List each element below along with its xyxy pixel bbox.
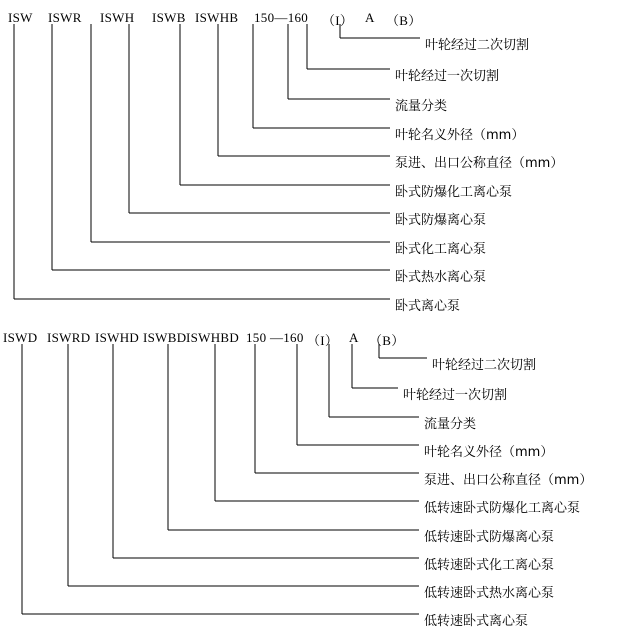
code-label-isw-2: ISWH [100, 10, 135, 25]
description-isw-4: 泵进、出口公称直径（mm） [395, 156, 564, 171]
code-label-isw-0: ISW [8, 10, 33, 25]
description-isw-3: 叶轮名义外径（mm） [395, 128, 525, 143]
description-isw-9: 卧式离心泵 [395, 299, 461, 314]
description-isw-5: 卧式防爆化工离心泵 [395, 185, 513, 200]
leader-lines-group-iswd [22, 344, 427, 614]
description-isw-7: 卧式化工离心泵 [395, 242, 487, 257]
description-iswd-4: 泵进、出口公称直径（mm） [424, 473, 593, 488]
description-iswd-1: 叶轮经过一次切割 [403, 388, 508, 403]
leader-lines-group-isw [14, 24, 420, 299]
description-iswd-2: 流量分类 [424, 417, 477, 432]
code-label-iswd-2: ISWHD [95, 330, 140, 345]
description-iswd-5: 低转速卧式防爆化工离心泵 [424, 501, 581, 516]
code-label-iswd-8: （B） [369, 333, 405, 348]
code-label-isw-7: A [365, 10, 375, 25]
code-label-isw-6: （I） [322, 13, 354, 28]
code-label-iswd-1: ISWRD [47, 330, 91, 345]
description-iswd-6: 低转速卧式防爆离心泵 [424, 530, 555, 545]
description-isw-6: 卧式防爆离心泵 [395, 213, 487, 228]
code-label-isw-8: （B） [386, 13, 422, 28]
code-label-isw-5: 150—160 [254, 10, 309, 25]
code-label-iswd-0: ISWD [3, 330, 38, 345]
code-label-iswd-4: ISWHBD [186, 330, 240, 345]
code-label-isw-4: ISWHB [195, 10, 239, 25]
code-label-iswd-5: 150 —160 [246, 330, 304, 345]
description-isw-0: 叶轮经过二次切割 [425, 38, 530, 53]
description-isw-1: 叶轮经过一次切割 [395, 69, 500, 84]
description-isw-2: 流量分类 [395, 99, 448, 114]
description-iswd-7: 低转速卧式化工离心泵 [424, 558, 555, 573]
description-iswd-9: 低转速卧式离心泵 [424, 614, 529, 629]
description-isw-8: 卧式热水离心泵 [395, 270, 487, 285]
description-iswd-0: 叶轮经过二次切割 [432, 358, 537, 373]
code-label-iswd-6: （I） [307, 333, 339, 348]
code-label-isw-3: ISWB [152, 10, 186, 25]
code-label-iswd-3: ISWBD [143, 330, 187, 345]
code-label-isw-1: ISWR [48, 10, 82, 25]
description-iswd-8: 低转速卧式热水离心泵 [424, 586, 555, 601]
code-label-iswd-7: A [349, 330, 359, 345]
description-iswd-3: 叶轮名义外径（mm） [424, 445, 554, 460]
